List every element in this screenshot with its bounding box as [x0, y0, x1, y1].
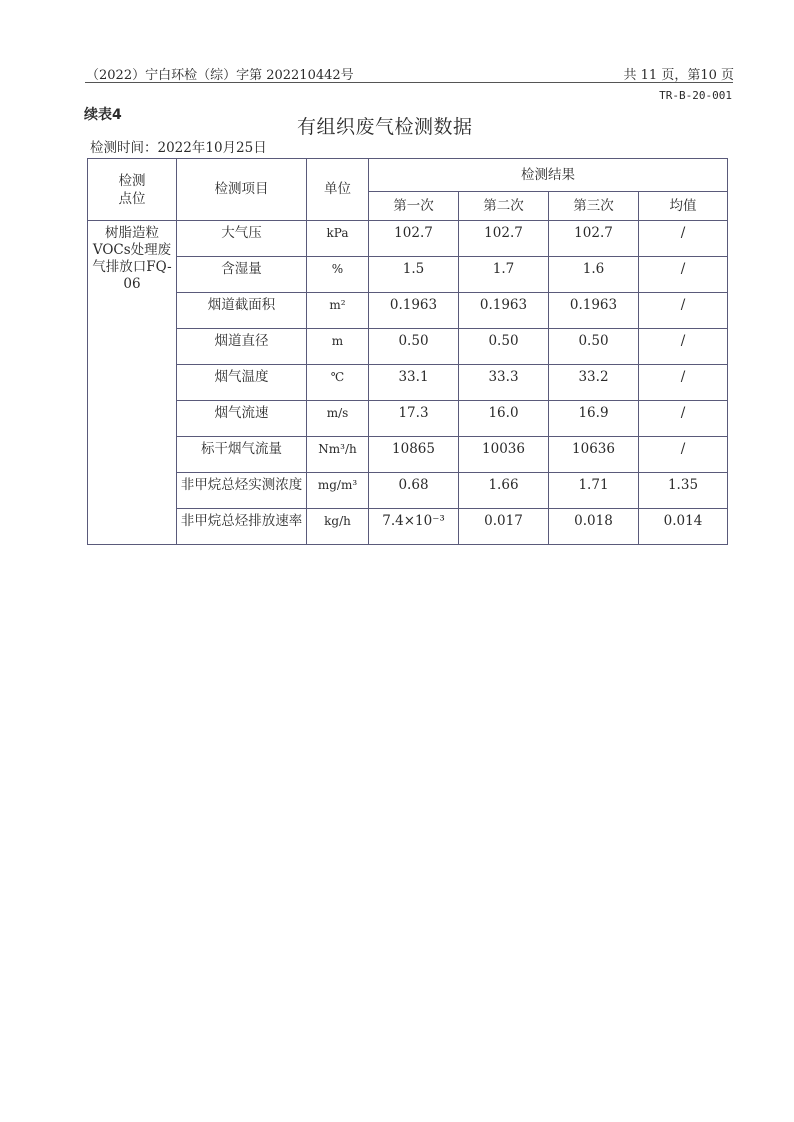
mean-value-cell: /: [639, 365, 728, 401]
second-value-cell: 33.3: [459, 365, 549, 401]
header-unit: 单位: [307, 159, 369, 221]
item-cell: 标干烟气流量: [177, 437, 307, 473]
table-row: [88, 509, 728, 545]
test-date: 检测时间：2022年10月25日: [90, 140, 267, 156]
form-code: TR-B-20-001: [659, 89, 732, 102]
table-row: [88, 473, 728, 509]
unit-cell: m: [307, 329, 369, 365]
unit-cell: mg/m³: [307, 473, 369, 509]
second-value-cell: 1.7: [459, 257, 549, 293]
header-results: 检测结果: [369, 159, 728, 192]
unit-cell: Nm³/h: [307, 437, 369, 473]
item-cell: 烟气温度: [177, 365, 307, 401]
unit-cell: m/s: [307, 401, 369, 437]
second-value-cell: 1.66: [459, 473, 549, 509]
first-value-cell: 7.4×10⁻³: [369, 509, 459, 545]
page-indicator: 共 11 页，第10 页: [623, 68, 734, 83]
header-location: 检测 点位: [88, 159, 177, 221]
header-divider: [85, 82, 733, 83]
table-row: [88, 221, 728, 257]
header-mean: 均值: [639, 192, 728, 221]
header-third: 第三次: [549, 192, 639, 221]
table-row: [88, 437, 728, 473]
header-first: 第一次: [369, 192, 459, 221]
table-row: [88, 293, 728, 329]
continued-table-label: 续表4: [84, 107, 122, 123]
mean-value-cell: /: [639, 329, 728, 365]
second-value-cell: 102.7: [459, 221, 549, 257]
table-row: [88, 365, 728, 401]
item-cell: 烟道截面积: [177, 293, 307, 329]
item-cell: 非甲烷总烃实测浓度: [177, 473, 307, 509]
table-row: [88, 329, 728, 365]
item-cell: 大气压: [177, 221, 307, 257]
item-cell: 非甲烷总烃排放速率: [177, 509, 307, 545]
third-value-cell: 0.50: [549, 329, 639, 365]
second-value-cell: 0.50: [459, 329, 549, 365]
third-value-cell: 1.71: [549, 473, 639, 509]
mean-value-cell: /: [639, 401, 728, 437]
unit-cell: ℃: [307, 365, 369, 401]
mean-value-cell: /: [639, 437, 728, 473]
third-value-cell: 0.1963: [549, 293, 639, 329]
second-value-cell: 16.0: [459, 401, 549, 437]
table-row: [88, 401, 728, 437]
third-value-cell: 102.7: [549, 221, 639, 257]
third-value-cell: 0.018: [549, 509, 639, 545]
mean-value-cell: 1.35: [639, 473, 728, 509]
first-value-cell: 10865: [369, 437, 459, 473]
mean-value-cell: /: [639, 221, 728, 257]
table-row: [88, 257, 728, 293]
third-value-cell: 16.9: [549, 401, 639, 437]
second-value-cell: 10036: [459, 437, 549, 473]
mean-value-cell: /: [639, 293, 728, 329]
unit-cell: %: [307, 257, 369, 293]
report-number: （2022）宁白环检（综）字第 202210442号: [86, 68, 354, 83]
unit-cell: m²: [307, 293, 369, 329]
page-title: 有组织废气检测数据: [297, 116, 473, 138]
first-value-cell: 33.1: [369, 365, 459, 401]
location-cell: 树脂造粒VOCs处理废气排放口FQ-06: [88, 221, 177, 545]
first-value-cell: 17.3: [369, 401, 459, 437]
mean-value-cell: 0.014: [639, 509, 728, 545]
first-value-cell: 0.50: [369, 329, 459, 365]
unit-cell: kg/h: [307, 509, 369, 545]
header-item: 检测项目: [177, 159, 307, 221]
item-cell: 烟道直径: [177, 329, 307, 365]
first-value-cell: 0.1963: [369, 293, 459, 329]
third-value-cell: 1.6: [549, 257, 639, 293]
first-value-cell: 0.68: [369, 473, 459, 509]
second-value-cell: 0.1963: [459, 293, 549, 329]
third-value-cell: 33.2: [549, 365, 639, 401]
results-table: [87, 158, 728, 545]
first-value-cell: 102.7: [369, 221, 459, 257]
mean-value-cell: /: [639, 257, 728, 293]
third-value-cell: 10636: [549, 437, 639, 473]
first-value-cell: 1.5: [369, 257, 459, 293]
item-cell: 烟气流速: [177, 401, 307, 437]
second-value-cell: 0.017: [459, 509, 549, 545]
item-cell: 含湿量: [177, 257, 307, 293]
header-second: 第二次: [459, 192, 549, 221]
unit-cell: kPa: [307, 221, 369, 257]
